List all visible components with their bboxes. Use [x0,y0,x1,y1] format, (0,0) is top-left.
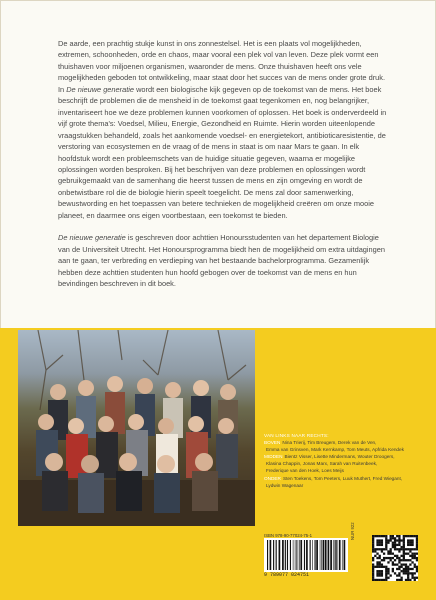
photo-credits [264,432,424,489]
credits-role: MIDDEN [264,454,283,460]
blurb-paragraph-1: De aarde, een prachtig stukje kunst in ons zonnestelsel. Het is een plaats vol mogelijkheden, extremen, schoonheden, orde en chaos, maar vooral een plek vol van leven. Deze plek vormt een thuishaven voor miljoenen organismen, waaronder de mens. Onze thuishaven heeft ons vele mogelijkheden geboden tot ontwikkeling, maar staat door het succes van de mens onder grote druk. [58,39,386,83]
credits-row [264,482,424,489]
nur-code: NUR 922 [350,522,355,540]
group-photo-illustration [18,330,255,526]
barcode-number: 9 789077 024751 [264,572,310,578]
isbn-label: ISBN 978-90-77024-75-1 [264,533,313,538]
barcode [264,538,348,572]
book-title-italic: De nieuwe generatie [66,84,135,94]
book-title-italic: De nieuwe generatie [58,233,126,243]
credits-role: BOVEN [264,440,281,446]
paragraph-3-text: is geschreven door achttien Honoursstudenten van het departement Biologie van de Universiteit Utrecht. Het Honoursprogramma biedt hen de mogelijkheid om extra uitdagingen aan te gaan, ter verbreding en verdieping van het bestaande bachelorprogramma. Gezamenlijk hebben deze achttien studenten hun hoofd gebogen over de toekomst van de mens en hun bevindingen beschreven in dit boek. [58,233,386,289]
credits-names: Klasina Chappin, Jonas Marx, Sarah van Ruitenbeek, [266,461,378,467]
credits-names: Emma van Grinsven, Mark Kernkamp, Tom Meuts, Apfrida Kendek [266,447,404,453]
credits-row [264,453,424,460]
qr-code-pattern [372,535,418,581]
credits-row [264,446,424,453]
group-photo [18,330,255,526]
paragraph-2-prefix: In [58,84,67,94]
barcode-bars [264,538,348,572]
credits-role: ONDER [264,475,281,481]
credits-row [264,475,424,482]
credits-names: Sten Toekens, Tom Peeters, Luuk Muthert, Fred Wiegant, [282,475,403,481]
credits-names: Nina Trierij, Tim Breugem, Derek van de Ven, [282,440,377,446]
credits-names: Frederique van den Hoek, Loes Meijs [266,468,344,474]
paragraph-2-text: wordt een biologische kijk gegeven op de toekomst van de mens. Het boek beschrijft de problemen die de mensheid in de toekomst gaat tegenkomen en, nog belangrijker, inventariseert hoe we deze problemen kunnen voorkomen of oplossen. Het boek is onderverdeeld in vijf grote thema's: Voedsel, Milieu, Energie, Gezondheid en Ruimte. Hierin worden uiteenlopende vraagstukken behandeld, zoals het aankomende voedsel- en energietekort, antibioticaresistentie, de verstoring van ecosystemen en de vraag of de mens in staat is om naar Mars te gaan. In elk hoofdstuk wordt een probleemschets van de huidige situatie gegeven, waarna er mogelijke oplossingen worden besproken. Bij het beschrijven van deze problemen en oplossingen wordt gebruikgemaakt van de samenhang die heerst tussen de mens en zijn omgeving en wordt de onbetwistbare rol die de biologie hierin speelt toegelicht. De mens zal door samenwerking, bewustwording en het toepassen van betere technieken de mogelijkheid creëren om onze mooie planeet, en daarmee ons eigen voortbestaan, een toekomst te bieden. [58,84,387,220]
qr-code [372,535,418,581]
credits-names: Lydwin Wagenaar [266,482,304,488]
credits-names: Bientz Visser, Lisette Mindermans, Wouter Droogers, [284,454,395,460]
credits-row [264,467,424,474]
blurb-paragraph-2 [58,84,388,221]
credits-row [264,460,424,467]
blurb-paragraph-3 [58,232,388,289]
credits-row [264,439,424,446]
credits-heading: VAN LINKS NAAR RECHTS: [264,433,329,438]
blurb-text [58,38,388,290]
